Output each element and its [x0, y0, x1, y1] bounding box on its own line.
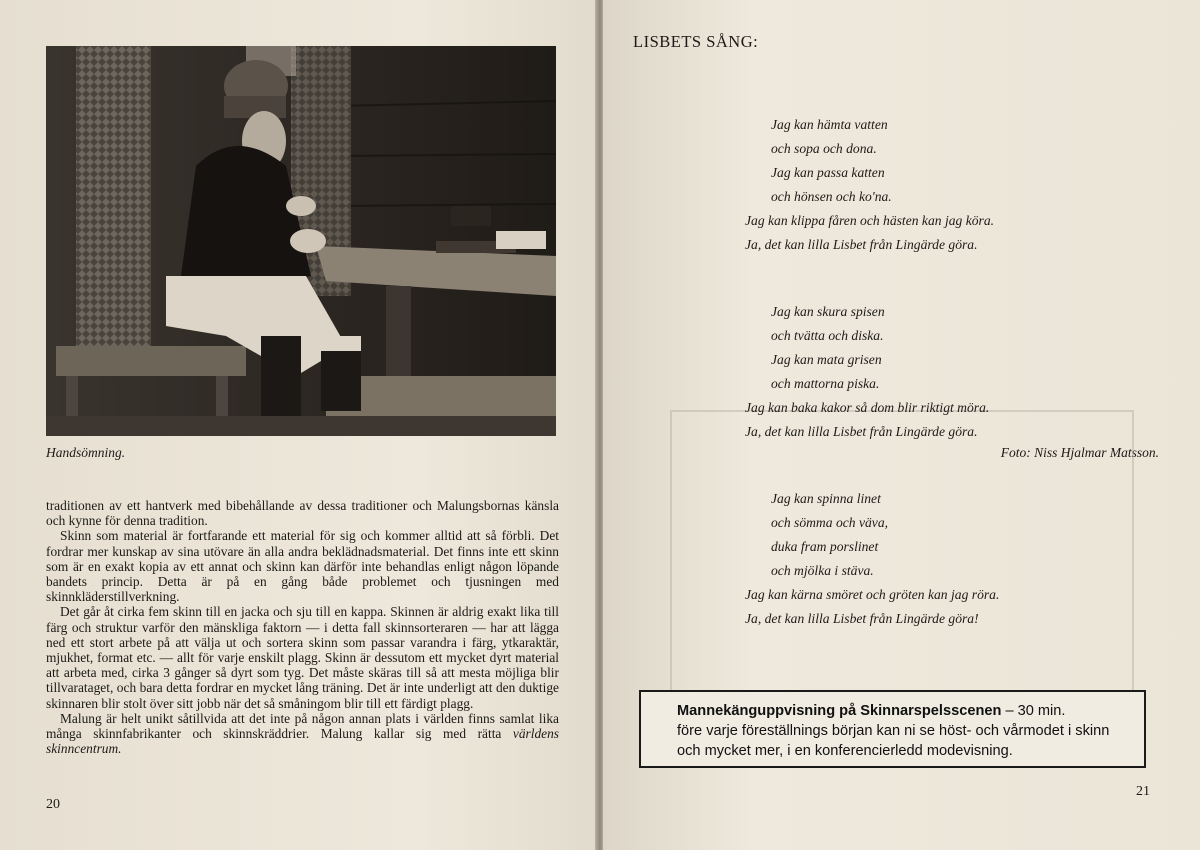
- verse-line: Ja, det kan lilla Lisbet från Lingärde göra!: [745, 611, 979, 626]
- paragraph: traditionen av ett hantverk med bibehållande av dessa traditioner och Malungsbornas känsla och kynne för denna tradition.: [46, 498, 559, 529]
- article-body: [46, 498, 559, 756]
- paragraph-emphasis: världens skinncentrum.: [46, 726, 559, 757]
- paragraph: [46, 711, 559, 757]
- photo-illustration: [46, 46, 556, 436]
- verse-line: Ja, det kan lilla Lisbet från Lingärde göra.: [745, 424, 978, 439]
- fashion-show-notice: [639, 690, 1146, 768]
- verse-line: och hönsen och ko'na.: [771, 189, 892, 204]
- verse-line: och sopa och dona.: [771, 141, 877, 156]
- photo-caption: Handsömning.: [46, 445, 126, 460]
- paragraph: Skinn som material är fortfarande ett material för sig och kommer alltid att så förbli. Det fordrar mer kunskap av sina utövare än alla andra beklädnadsmaterial. Det finns inte ett skinn som är en exakt kopia av ett annat och skinn kan därför inte behandlas enligt någon löpande bandets princip. Detta är på en gång både problemet och tjusningen med skinnkläderstillverkning.: [46, 528, 559, 605]
- verse-line: och sömma och väva,: [771, 515, 889, 530]
- photo-handsomning: [46, 46, 556, 436]
- verse-line: och mjölka i stäva.: [771, 563, 874, 578]
- notice-title: Mannekänguppvisning på Skinnarspelsscenen: [677, 703, 1002, 719]
- verse-line: och mattorna piska.: [771, 376, 880, 391]
- paragraph: Det går åt cirka fem skinn till en jacka och sju till en kappa. Skinnen är aldrig exakt lika till färg och struktur varför den mänskliga faktorn — i detta fall skinnsorteraren — har att lägga ned ett stort arbete på att välja ut och sortera skinn som passar varandra i färg, ytkaraktär, mjukhet, format etc. — allt för varje enskilt plagg. Skinn är dessutom ett mycket dyrt material att arbeta med, cirka 3 gånger så dyrt som tyg. Det måste skäras till så att mesta möjliga blir tillvarataget, och bara detta fordrar en mycket lång träning. Det är inte underligt att den duktige skinnaren blir stolt över sitt jobb när det så småningom blir till ett färdigt plagg.: [46, 604, 559, 711]
- verse-line: Jag kan baka kakor så dom blir riktigt möra.: [745, 400, 990, 415]
- page-number-right: 21: [1136, 784, 1150, 799]
- verse-line: Jag kan mata grisen: [771, 352, 882, 367]
- page-number-left: 20: [46, 797, 60, 812]
- paragraph-text: Malung är helt unikt såtillvida att det inte på någon annan plats i världen finns samlat lika många skinnfabrikanter och skinnskräddrier. Malung kallar sig med rätta: [46, 710, 559, 742]
- song-title: LISBETS SÅNG:: [633, 32, 759, 51]
- verse-line: Ja, det kan lilla Lisbet från Lingärde göra.: [745, 237, 978, 252]
- photo-credit: Foto: Niss Hjalmar Matsson.: [1000, 445, 1159, 460]
- notice-body: före varje föreställnings början kan ni se höst- och vårmodet i skinn och mycket mer, i en konferencierledd modevisning.: [677, 723, 1110, 759]
- verse-line: Jag kan spinna linet: [771, 491, 881, 506]
- verse-line: Jag kan klippa fåren och hästen kan jag köra.: [745, 213, 995, 228]
- notice-duration: – 30 min.: [1001, 703, 1066, 719]
- verse-line: Jag kan kärna smöret och gröten kan jag röra.: [745, 587, 1000, 602]
- verse-line: Jag kan passa katten: [771, 165, 885, 180]
- verse-line: Jag kan hämta vatten: [771, 117, 888, 132]
- verse-line: Jag kan skura spisen: [771, 304, 885, 319]
- verse-line: och tvätta och diska.: [771, 328, 884, 343]
- verse-line: duka fram porslinet: [771, 539, 879, 554]
